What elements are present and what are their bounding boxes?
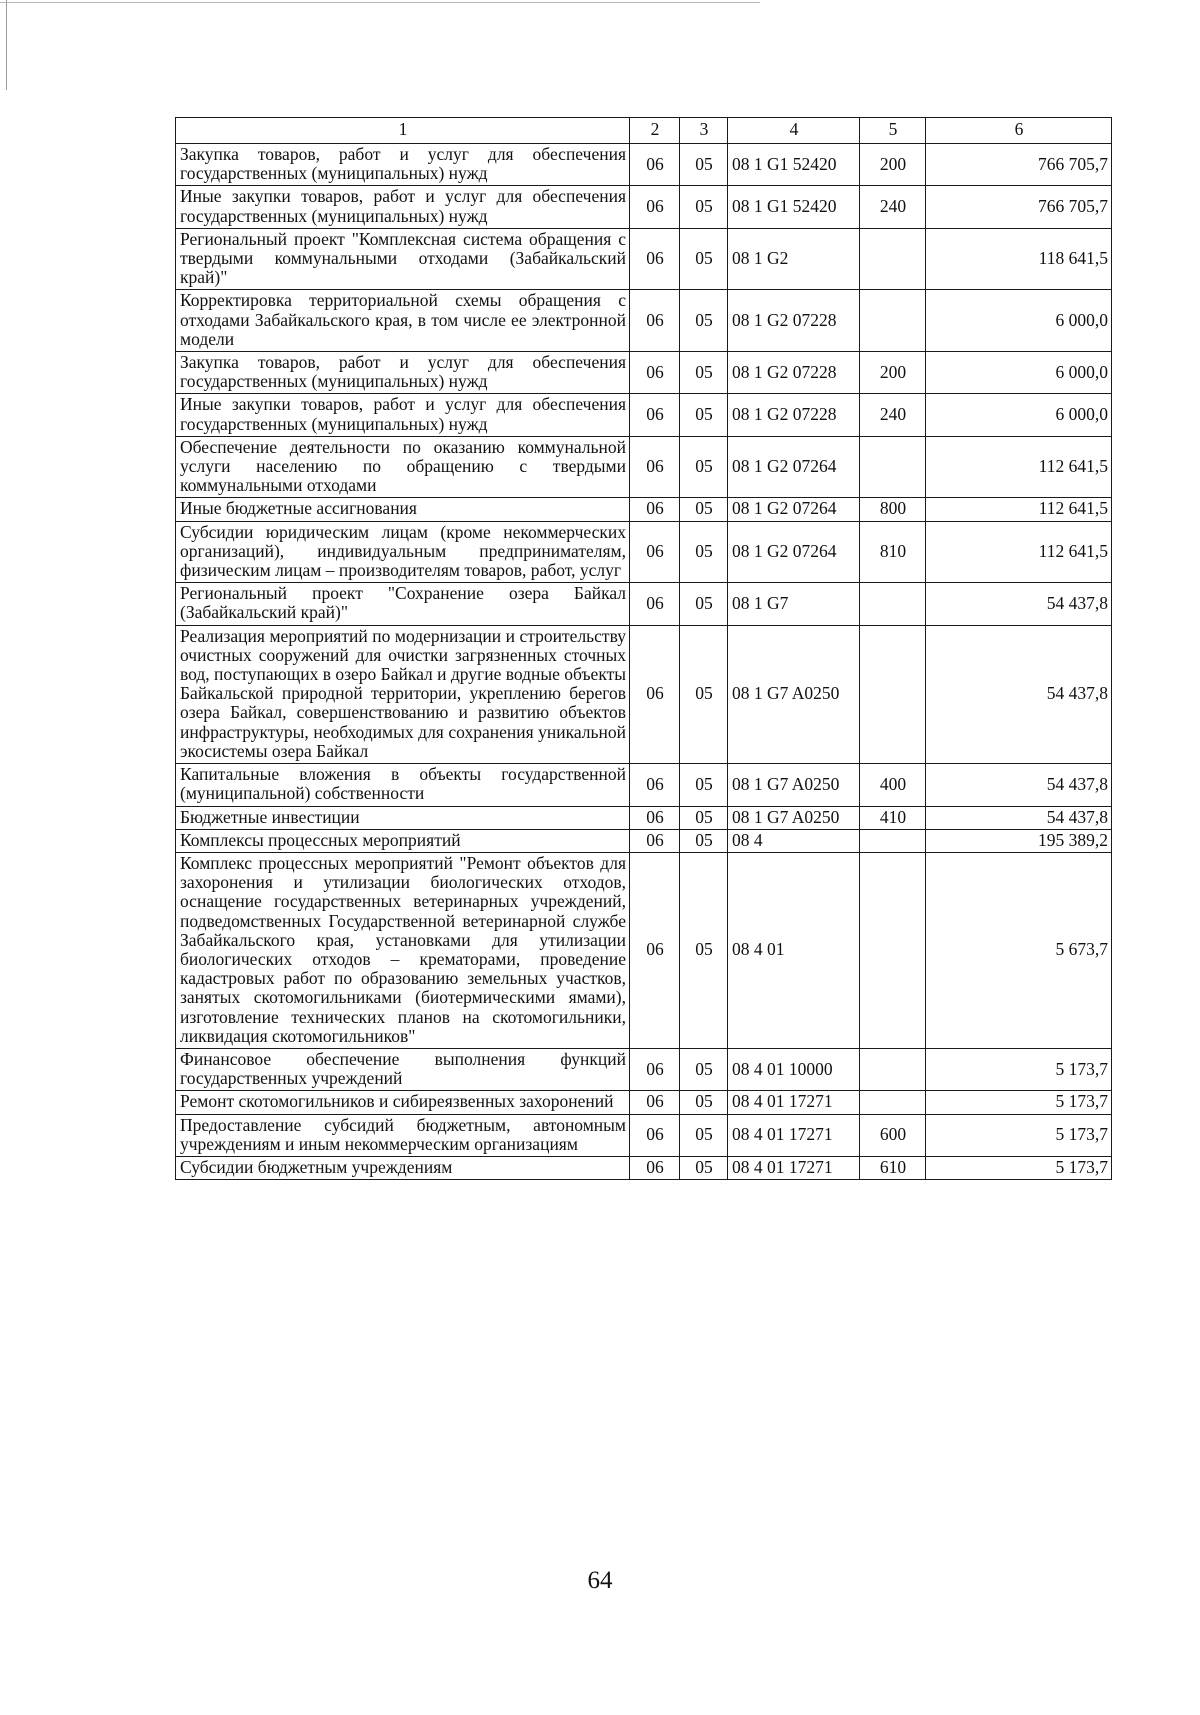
row-expense-type-cell: 600 — [860, 1114, 926, 1156]
page-number: 64 — [587, 1567, 613, 1594]
row-name-cell: Региональный проект "Комплексная система обращения с твердыми коммунальными отходами (Забайкальский край)" — [176, 228, 630, 290]
row-name-cell: Комплексы процессных мероприятий — [176, 829, 630, 852]
row-subsection-cell: 05 — [680, 186, 728, 228]
row-amount-cell: 6 000,0 — [926, 290, 1112, 352]
row-expense-type-cell: 810 — [860, 521, 926, 583]
row-expense-type-cell — [860, 852, 926, 1048]
row-subsection-cell: 05 — [680, 1091, 728, 1114]
scan-edge-line — [6, 0, 7, 90]
row-name-cell: Бюджетные инвестиции — [176, 806, 630, 829]
row-subsection-cell: 05 — [680, 625, 728, 763]
row-subsection-cell: 05 — [680, 829, 728, 852]
row-amount-cell: 54 437,8 — [926, 583, 1112, 625]
row-subsection-cell: 05 — [680, 806, 728, 829]
row-section-cell: 06 — [630, 764, 680, 806]
row-target-article-cell: 08 1 G2 07264 — [728, 521, 860, 583]
row-amount-cell: 6 000,0 — [926, 394, 1112, 436]
row-expense-type-cell: 240 — [860, 186, 926, 228]
table-row — [176, 1114, 1112, 1156]
row-target-article-cell: 08 1 G2 — [728, 228, 860, 290]
row-amount-cell: 766 705,7 — [926, 144, 1112, 186]
row-subsection-cell: 05 — [680, 228, 728, 290]
table-row — [176, 290, 1112, 352]
row-subsection-cell: 05 — [680, 852, 728, 1048]
table-row — [176, 1091, 1112, 1114]
table-row — [176, 498, 1112, 521]
column-header-6: 6 — [926, 118, 1112, 144]
row-expense-type-cell — [860, 228, 926, 290]
row-name-cell: Ремонт скотомогильников и сибиреязвенных захоронений — [176, 1091, 630, 1114]
row-expense-type-cell: 240 — [860, 394, 926, 436]
budget-table-body — [176, 118, 1112, 1180]
row-subsection-cell: 05 — [680, 290, 728, 352]
table-row — [176, 394, 1112, 436]
row-amount-cell: 5 173,7 — [926, 1114, 1112, 1156]
row-expense-type-cell: 410 — [860, 806, 926, 829]
row-section-cell: 06 — [630, 1114, 680, 1156]
table-row — [176, 829, 1112, 852]
row-expense-type-cell: 800 — [860, 498, 926, 521]
row-name-cell: Корректировка территориальной схемы обращения с отходами Забайкальского края, в том числе ее электронной модели — [176, 290, 630, 352]
row-name-cell: Финансовое обеспечение выполнения функций государственных учреждений — [176, 1048, 630, 1090]
row-name-cell: Закупка товаров, работ и услуг для обеспечения государственных (муниципальных) нужд — [176, 144, 630, 186]
row-section-cell: 06 — [630, 394, 680, 436]
row-section-cell: 06 — [630, 1091, 680, 1114]
row-section-cell: 06 — [630, 1156, 680, 1179]
row-amount-cell: 195 389,2 — [926, 829, 1112, 852]
row-subsection-cell: 05 — [680, 1114, 728, 1156]
scan-edge-line — [0, 2, 760, 3]
table-row — [176, 521, 1112, 583]
row-expense-type-cell — [860, 290, 926, 352]
row-section-cell: 06 — [630, 290, 680, 352]
row-section-cell: 06 — [630, 1048, 680, 1090]
table-row — [176, 436, 1112, 498]
row-subsection-cell: 05 — [680, 1048, 728, 1090]
column-header-3: 3 — [680, 118, 728, 144]
row-name-cell: Реализация мероприятий по модернизации и строительству очистных сооружений для очистки загрязненных сточных вод, поступающих в озеро Байкал и другие водные объекты Байкальской природной территории, укреплению берегов озера Байкал, совершенствованию и развитию объектов инфраструктуры, необходимых для сохранения уникальной экосистемы озера Байкал — [176, 625, 630, 763]
row-target-article-cell: 08 1 G2 07264 — [728, 436, 860, 498]
row-expense-type-cell: 200 — [860, 352, 926, 394]
row-name-cell: Региональный проект "Сохранение озера Байкал (Забайкальский край)" — [176, 583, 630, 625]
row-section-cell: 06 — [630, 829, 680, 852]
row-amount-cell: 54 437,8 — [926, 764, 1112, 806]
row-subsection-cell: 05 — [680, 436, 728, 498]
row-expense-type-cell — [860, 829, 926, 852]
row-name-cell: Комплекс процессных мероприятий "Ремонт объектов для захоронения и утилизации биологических отходов, оснащение государственных ветеринарных учреждений, подведомственных Государственной ветеринарной службе Забайкальского края, установками для утилизации биологических отходов – крематорами, проведение кадастровых работ по образованию земельных участков, занятых скотомогильниками (биотермическими ямами), изготовление технических планов на скотомогильники, ликвидация скотомогильников" — [176, 852, 630, 1048]
table-row — [176, 1156, 1112, 1179]
row-name-cell: Иные закупки товаров, работ и услуг для обеспечения государственных (муниципальных) нужд — [176, 394, 630, 436]
row-section-cell: 06 — [630, 625, 680, 763]
row-amount-cell: 5 673,7 — [926, 852, 1112, 1048]
row-name-cell: Иные закупки товаров, работ и услуг для обеспечения государственных (муниципальных) нужд — [176, 186, 630, 228]
row-expense-type-cell: 400 — [860, 764, 926, 806]
table-row — [176, 144, 1112, 186]
row-name-cell: Субсидии бюджетным учреждениям — [176, 1156, 630, 1179]
table-header-row — [176, 118, 1112, 144]
table-row — [176, 228, 1112, 290]
table-row — [176, 1048, 1112, 1090]
row-target-article-cell: 08 4 01 17271 — [728, 1114, 860, 1156]
row-target-article-cell: 08 1 G7 A0250 — [728, 625, 860, 763]
row-section-cell: 06 — [630, 352, 680, 394]
row-section-cell: 06 — [630, 806, 680, 829]
row-expense-type-cell — [860, 436, 926, 498]
column-header-4: 4 — [728, 118, 860, 144]
row-expense-type-cell: 610 — [860, 1156, 926, 1179]
column-header-2: 2 — [630, 118, 680, 144]
row-expense-type-cell — [860, 625, 926, 763]
row-target-article-cell: 08 1 G7 A0250 — [728, 806, 860, 829]
row-subsection-cell: 05 — [680, 352, 728, 394]
row-amount-cell: 112 641,5 — [926, 436, 1112, 498]
row-section-cell: 06 — [630, 436, 680, 498]
row-target-article-cell: 08 1 G2 07228 — [728, 290, 860, 352]
row-target-article-cell: 08 1 G2 07228 — [728, 352, 860, 394]
row-target-article-cell: 08 4 01 10000 — [728, 1048, 860, 1090]
row-expense-type-cell — [860, 1048, 926, 1090]
row-target-article-cell: 08 4 01 17271 — [728, 1091, 860, 1114]
row-subsection-cell: 05 — [680, 1156, 728, 1179]
row-subsection-cell: 05 — [680, 144, 728, 186]
table-row — [176, 852, 1112, 1048]
row-subsection-cell: 05 — [680, 394, 728, 436]
row-name-cell: Капитальные вложения в объекты государственной (муниципальной) собственности — [176, 764, 630, 806]
table-row — [176, 352, 1112, 394]
row-expense-type-cell: 200 — [860, 144, 926, 186]
row-target-article-cell: 08 1 G7 — [728, 583, 860, 625]
row-section-cell: 06 — [630, 852, 680, 1048]
row-name-cell: Закупка товаров, работ и услуг для обеспечения государственных (муниципальных) нужд — [176, 352, 630, 394]
row-target-article-cell: 08 1 G2 07264 — [728, 498, 860, 521]
table-row — [176, 806, 1112, 829]
row-amount-cell: 5 173,7 — [926, 1048, 1112, 1090]
row-section-cell: 06 — [630, 186, 680, 228]
table-row — [176, 186, 1112, 228]
row-target-article-cell: 08 1 G2 07228 — [728, 394, 860, 436]
row-amount-cell: 118 641,5 — [926, 228, 1112, 290]
row-section-cell: 06 — [630, 498, 680, 521]
row-target-article-cell: 08 4 01 17271 — [728, 1156, 860, 1179]
row-target-article-cell: 08 1 G7 A0250 — [728, 764, 860, 806]
row-amount-cell: 54 437,8 — [926, 806, 1112, 829]
table-row — [176, 625, 1112, 763]
row-name-cell: Обеспечение деятельности по оказанию коммунальной услуги населению по обращению с твердыми коммунальными отходами — [176, 436, 630, 498]
row-name-cell: Субсидии юридическим лицам (кроме некоммерческих организаций), индивидуальным предпринимателям, физическим лицам – производителям товаров, работ, услуг — [176, 521, 630, 583]
row-amount-cell: 766 705,7 — [926, 186, 1112, 228]
row-amount-cell: 54 437,8 — [926, 625, 1112, 763]
row-name-cell: Предоставление субсидий бюджетным, автономным учреждениям и иным некоммерческим организациям — [176, 1114, 630, 1156]
row-amount-cell: 5 173,7 — [926, 1156, 1112, 1179]
row-amount-cell: 6 000,0 — [926, 352, 1112, 394]
row-subsection-cell: 05 — [680, 583, 728, 625]
row-target-article-cell: 08 4 — [728, 829, 860, 852]
row-expense-type-cell — [860, 1091, 926, 1114]
row-section-cell: 06 — [630, 144, 680, 186]
row-amount-cell: 112 641,5 — [926, 498, 1112, 521]
column-header-5: 5 — [860, 118, 926, 144]
row-target-article-cell: 08 4 01 — [728, 852, 860, 1048]
row-amount-cell: 5 173,7 — [926, 1091, 1112, 1114]
table-row — [176, 764, 1112, 806]
row-expense-type-cell — [860, 583, 926, 625]
table-row — [176, 583, 1112, 625]
row-subsection-cell: 05 — [680, 498, 728, 521]
row-section-cell: 06 — [630, 228, 680, 290]
row-name-cell: Иные бюджетные ассигнования — [176, 498, 630, 521]
row-target-article-cell: 08 1 G1 52420 — [728, 144, 860, 186]
row-target-article-cell: 08 1 G1 52420 — [728, 186, 860, 228]
row-amount-cell: 112 641,5 — [926, 521, 1112, 583]
row-subsection-cell: 05 — [680, 521, 728, 583]
row-subsection-cell: 05 — [680, 764, 728, 806]
row-section-cell: 06 — [630, 583, 680, 625]
column-header-1: 1 — [176, 118, 630, 144]
row-section-cell: 06 — [630, 521, 680, 583]
budget-table — [175, 117, 1112, 1180]
